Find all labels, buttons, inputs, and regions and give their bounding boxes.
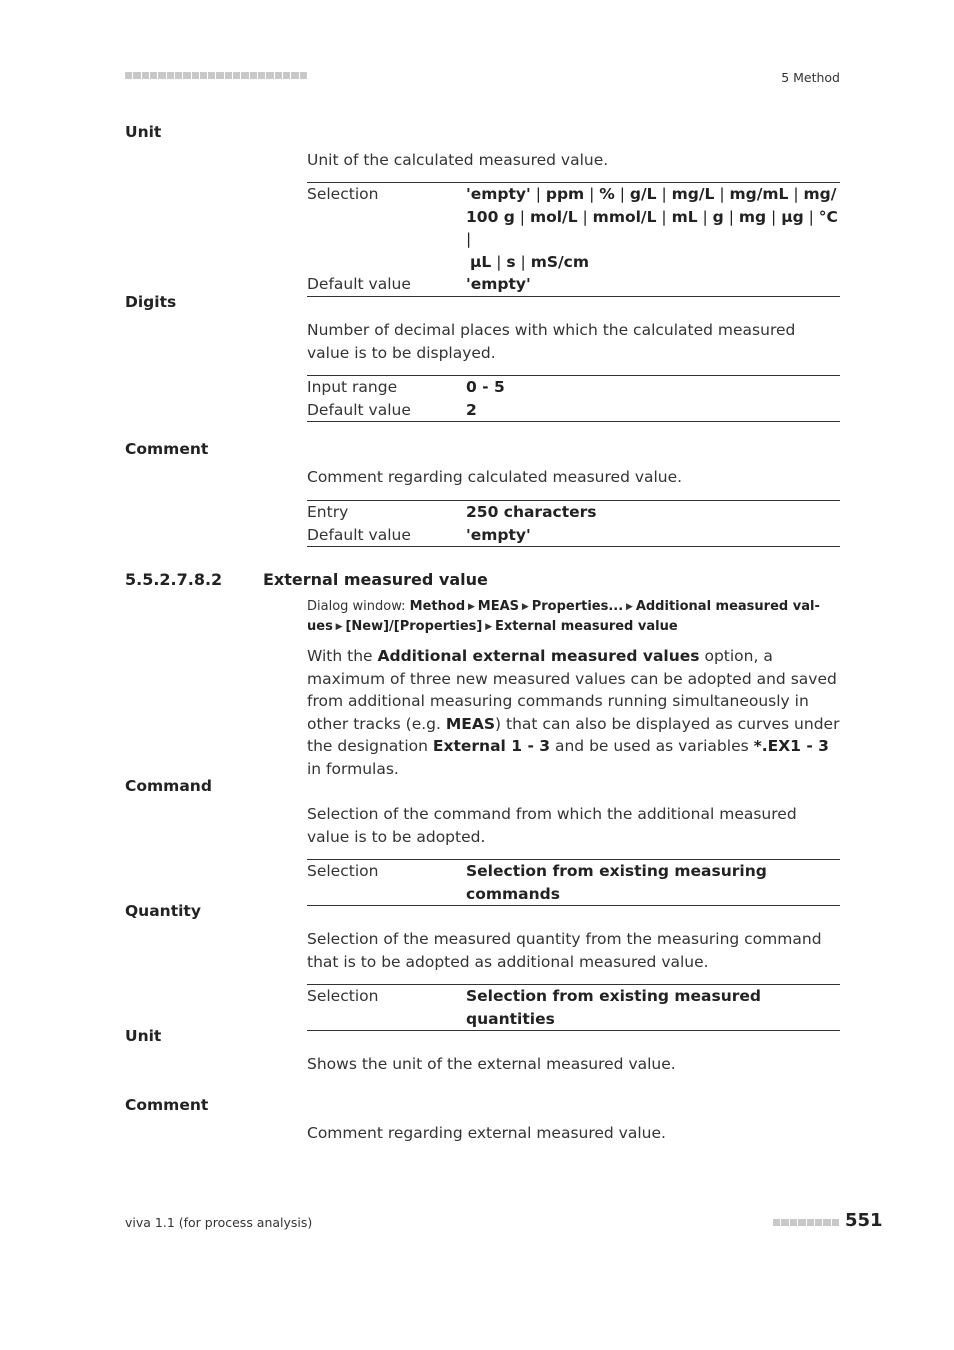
- footer-product: viva 1.1 (for process analysis): [125, 1215, 313, 1230]
- param-desc-digits: Number of decimal places with which the calculated measured value is to be displayed.: [307, 321, 796, 362]
- selection-option: mg/: [803, 185, 837, 203]
- range-value: 0 - 5: [466, 378, 505, 396]
- selection-option: mg: [738, 207, 767, 226]
- selection-option: °C: [818, 207, 838, 226]
- arrow-right-icon: ▶: [465, 602, 478, 612]
- selection-value: Selection from existing measuring commands: [466, 862, 767, 903]
- dialog-prefix: Dialog window:: [307, 599, 410, 614]
- param-title-quantity: Quantity: [125, 902, 201, 920]
- param-desc-unit-external: Shows the unit of the external measured value.: [307, 1055, 676, 1073]
- param-title-comment-external: Comment: [125, 1096, 209, 1114]
- dialog-path-item: Additional measured val-: [635, 599, 820, 614]
- selection-values: [466, 183, 840, 273]
- dialog-path-item: [New]/[Properties]: [345, 619, 483, 634]
- param-table-digits: [307, 375, 840, 422]
- dialog-path-item: External measured value: [494, 619, 678, 634]
- param-title-comment: Comment: [125, 440, 209, 458]
- selection-option: µL: [470, 252, 492, 271]
- section-title: External measured value: [263, 570, 488, 589]
- entry-value: 250 characters: [466, 503, 597, 521]
- selection-option: µg: [781, 207, 804, 226]
- param-table-quantity: [307, 984, 840, 1031]
- param-table-unit: [307, 182, 840, 297]
- param-desc-unit: Unit of the calculated measured value.: [307, 151, 609, 169]
- selection-label: Selection: [307, 185, 379, 203]
- param-title-unit-external: Unit: [125, 1027, 162, 1045]
- selection-option: 'empty': [466, 185, 531, 203]
- param-table-comment: [307, 500, 840, 547]
- default-label: Default value: [307, 275, 411, 293]
- selection-label: Selection: [307, 862, 379, 880]
- arrow-right-icon: ▶: [519, 602, 532, 612]
- section-number: 5.5.2.7.8.2: [125, 570, 223, 589]
- dialog-path-item: MEAS: [477, 599, 520, 614]
- selection-options-line: 100 g | mol/L | mmol/L | mL | g | mg | µg | °C |: [466, 207, 838, 248]
- param-title-unit: Unit: [125, 123, 162, 141]
- selection-option: g/L: [629, 185, 657, 203]
- entry-label: Entry: [307, 503, 349, 521]
- selection-value: Selection from existing measured quantities: [466, 987, 762, 1028]
- arrow-right-icon: ▶: [623, 602, 636, 612]
- default-value: 2: [466, 400, 477, 419]
- dialog-path-line: [307, 617, 840, 637]
- default-value: 'empty': [466, 275, 531, 293]
- dialog-path-item: ues: [307, 619, 333, 634]
- dialog-path-line: [410, 599, 820, 614]
- header-decoration: [125, 72, 307, 81]
- page-number: 551: [845, 1210, 883, 1231]
- selection-option: mL: [671, 207, 698, 226]
- default-label: Default value: [307, 400, 411, 419]
- param-desc-quantity: Selection of the measured quantity from the measuring command that is to be adopted as additional measured value.: [307, 930, 822, 971]
- selection-option: g: [712, 207, 724, 226]
- param-desc-comment: Comment regarding calculated measured value.: [307, 468, 683, 486]
- selection-options-line: µL | s | mS/cm: [470, 252, 590, 271]
- selection-label: Selection: [307, 987, 379, 1005]
- arrow-right-icon: ▶: [482, 622, 495, 632]
- param-title-digits: Digits: [125, 293, 177, 311]
- arrow-right-icon: ▶: [332, 622, 346, 632]
- param-title-command: Command: [125, 777, 212, 795]
- selection-option: mS/cm: [530, 252, 590, 271]
- param-desc-comment-external: Comment regarding external measured value.: [307, 1124, 666, 1142]
- selection-option: 100 g: [466, 207, 515, 226]
- selection-option: ppm: [545, 185, 585, 203]
- param-table-command: [307, 859, 840, 906]
- range-label: Input range: [307, 378, 398, 396]
- dialog-path-item: Method: [409, 599, 466, 614]
- selection-option: %: [599, 185, 615, 203]
- selection-option: mg/mL: [729, 185, 789, 203]
- selection-option: mmol/L: [592, 207, 657, 226]
- dialog-path: [307, 597, 840, 637]
- section-intro: With the Additional external measured values option, a maximum of three new measured values can be adopted and saved from additional measuring commands running simultaneously in other tracks (e.g. MEAS) that can also be displayed as curves under the designation External 1 - 3 and be used as variables *.EX1 - 3 in formulas.: [307, 647, 840, 778]
- param-desc-command: Selection of the command from which the additional measured value is to be adopted.: [307, 805, 797, 846]
- selection-options-line: 'empty' | ppm | % | g/L | mg/L | mg/mL | mg/: [466, 185, 837, 203]
- dialog-path-item: Properties...: [531, 599, 624, 614]
- default-label: Default value: [307, 525, 411, 544]
- selection-option: s: [506, 252, 516, 271]
- selection-option: mol/L: [529, 207, 578, 226]
- selection-option: mg/L: [671, 185, 715, 203]
- chapter-header: 5 Method: [781, 70, 840, 85]
- footer-decoration: [773, 1219, 839, 1227]
- default-value: 'empty': [466, 525, 531, 544]
